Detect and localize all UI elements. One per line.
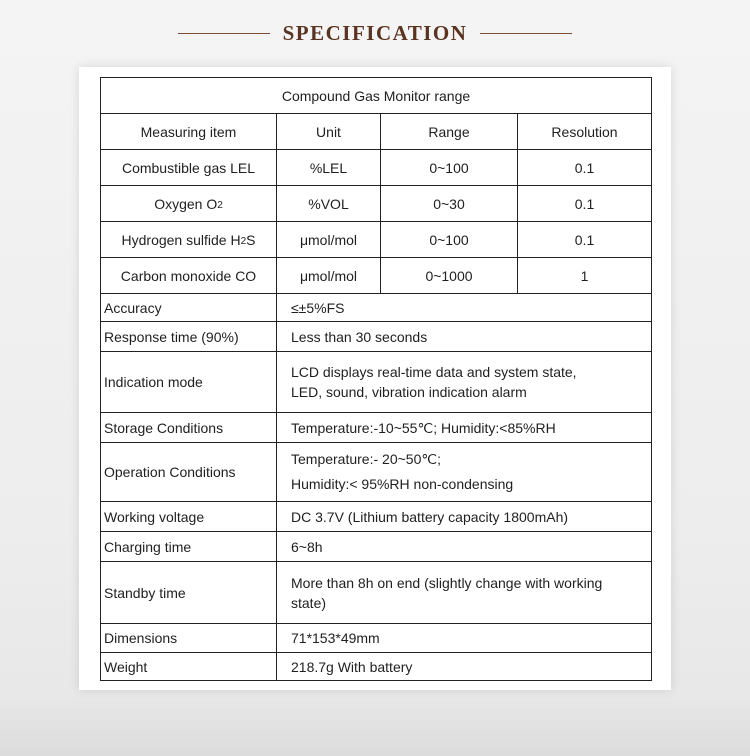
spec-card [79, 67, 671, 690]
spec-label-accuracy: Accuracy [104, 299, 162, 316]
section-heading [0, 18, 750, 48]
spec-value-weight: 218.7g With battery [291, 658, 413, 675]
spec-label-operation-conditions: Operation Conditions [104, 464, 236, 480]
spec-label-dimensions: Dimensions [104, 630, 178, 646]
spec-value-storage-conditions: Temperature:-10~55℃; Humidity:<85%RH [291, 419, 556, 436]
header-range: Range [428, 123, 470, 140]
spec-value-standby-time [277, 562, 651, 623]
heading-title: SPECIFICATION [282, 20, 468, 45]
gas-range: 0~100 [429, 159, 469, 176]
spec-value-working-voltage: DC 3.7V (Lithium battery capacity 1800mAh) [291, 508, 569, 525]
gas-unit: μmol/mol [299, 231, 358, 248]
spec-label-working-voltage: Working voltage [104, 508, 205, 525]
heading-right-rule [480, 33, 572, 34]
header-measuring-item: Measuring item [140, 123, 237, 140]
gas-item-text: Oxygen O [154, 195, 218, 212]
table-title: Compound Gas Monitor range [281, 87, 471, 104]
gas-range: 0~100 [429, 231, 469, 248]
gas-unit: μmol/mol [299, 267, 358, 284]
gas-resolution: 0.1 [574, 159, 595, 176]
spec-label-charging-time: Charging time [104, 538, 192, 555]
spec-value-accuracy: ≤±5%FS [291, 299, 345, 316]
spec-value-dimensions: 71*153*49mm [291, 630, 380, 646]
spec-label-storage-conditions: Storage Conditions [104, 419, 224, 436]
gas-range: 0~30 [433, 195, 465, 212]
spec-label-standby-time: Standby time [104, 584, 186, 601]
gas-resolution: 0.1 [574, 231, 595, 248]
gas-unit: %LEL [309, 159, 348, 176]
spec-value-line: More than 8h on end (slightly change with working [291, 574, 603, 591]
gas-item-lel: Combustible gas LEL [121, 159, 256, 176]
spec-label-indication-mode: Indication mode [104, 374, 203, 390]
gas-resolution: 1 [580, 267, 589, 284]
spec-value-line: LED, sound, vibration indication alarm [291, 384, 527, 400]
gas-item-oxygen: Oxygen O $_2$ [154, 195, 223, 212]
spec-label-response-time: Response time (90%) [104, 328, 239, 345]
gas-range: 0~1000 [425, 267, 473, 284]
spec-table [100, 77, 652, 681]
gas-item-carbon-monoxide: Carbon monoxide CO [120, 267, 257, 284]
heading-left-rule [178, 33, 270, 34]
floor-background [0, 690, 750, 756]
gas-unit: %VOL [308, 195, 349, 212]
spec-value-line: Temperature:- 20~50℃; [291, 451, 441, 467]
spec-value-line: Humidity:< 95%RH non-condensing [291, 476, 514, 492]
spec-value-line: state) [291, 594, 327, 611]
spec-value-charging-time: 6~8h [291, 538, 323, 555]
header-resolution: Resolution [551, 123, 618, 140]
gas-resolution: 0.1 [574, 195, 595, 212]
spec-value-response-time: Less than 30 seconds [291, 328, 428, 345]
gas-item-hydrogen-sulfide: Hydrogen sulfide H $_2$ S [121, 231, 256, 248]
spec-label-weight: Weight [104, 658, 148, 675]
header-unit: Unit [316, 123, 341, 140]
gas-item-text: Hydrogen sulfide H [121, 231, 241, 248]
gas-item-suffix: S [246, 231, 256, 248]
spec-value-operation-conditions [277, 443, 651, 501]
spec-value-line: LCD displays real-time data and system state, [291, 364, 577, 380]
spec-value-indication-mode [277, 352, 651, 412]
